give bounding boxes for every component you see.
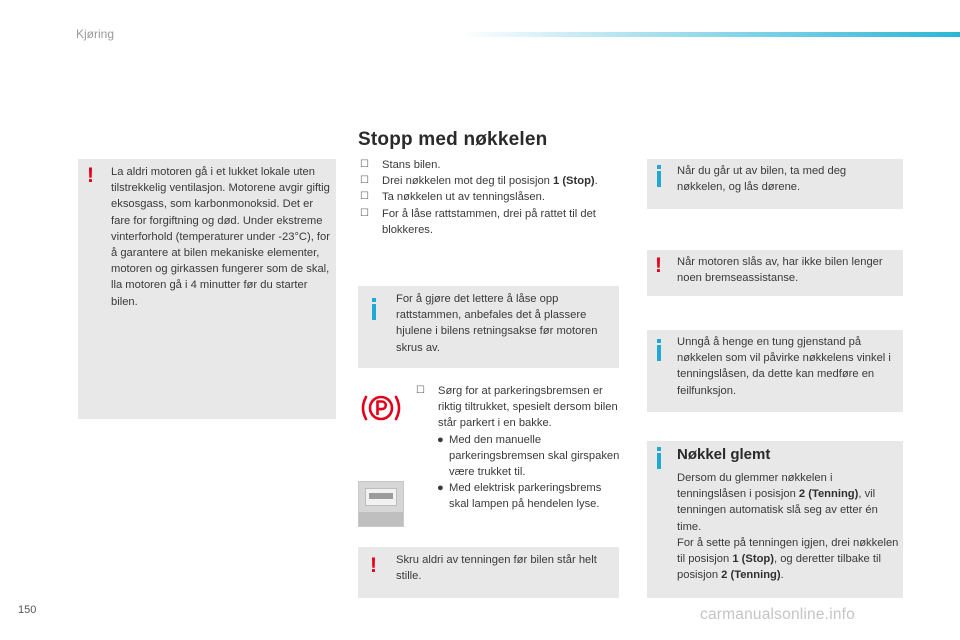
warning-icon: ! [370,554,377,577]
info-box-heavy [647,330,903,412]
warning-ignition-text: Skru aldri av tenningen før bilen står helt stille. [396,554,597,583]
parking-item: ● Med den manuelle parkeringsbremsen skal girspaken være trukket til. [437,433,620,479]
info-icon [657,171,661,187]
watermark: carmanualsonline.info [700,606,855,623]
step-text: Stans bilen. [382,159,441,171]
electric-parking-brake-image [358,481,404,527]
page-number: 150 [18,604,37,616]
step-text: Ta nøkkelen ut av tenningslåsen. [382,191,545,204]
parking-brake-icon [359,392,403,424]
info-box-forgot-key [647,441,903,598]
section-label: Kjøring [76,27,115,41]
info-leave-text: Når du går ut av bilen, ta med deg nøkkelen, og lås dørene. [677,165,847,194]
step-text: For å låse rattstammen, drei på rattet til det blokkeres. [382,207,596,236]
info-heavy-text: Unngå å henge en tung gjenstand på nøkkelen som vil påvirke nøkkelens vinkel i tenningslåsen, da dette kan medføre en feilfunksjon. [677,336,891,397]
info-icon [372,304,376,320]
warning-engine-text: La aldri motoren gå i et lukket lokale uten tilstrekkelig ventilasjon. Motorene avgir giftig eksosgass, som karbonmonoksid. Det er fare for forgiftning og død. Under ekstreme vinterforhold (temperaturer under -23°C), for å garantere at bilen mekaniske elementer, motoren og girkassen fungerer som de skal, lla motoren gå i 4 minutter før du starter bilen. [111,166,330,308]
step-highlight: 1 (Stop) [553,175,595,188]
parking-intro: ☐ Sørg for at parkeringsbremsen er riktig tiltrukket, spesielt dersom bilen står parkert i en bakke. [416,385,618,430]
step-item [358,157,624,173]
checkbox-icon: ☐ [416,385,425,396]
forgot-key-body [677,470,901,583]
forgot-key-paragraph: Dersom du glemmer nøkkelen i tenningslåsen i posisjon 2 (Tenning), vil tenningen automatisk slå seg av etter én time. [677,472,878,533]
parking-section [414,383,624,513]
info-icon [657,345,661,361]
warning-box-brake [647,250,903,296]
warning-box-ignition [358,547,619,598]
forgot-key-title: Nøkkel glemt [677,446,771,463]
checkbox-icon: ☐ [360,191,369,203]
info-icon [657,453,661,469]
warning-icon: ! [655,254,662,277]
warning-icon: ! [87,164,94,187]
page-title: Stopp med nøkkelen [358,129,548,150]
forgot-key-paragraph: For å sette på tenningen igjen, drei nøkkelen til posisjon 1 (Stop), og deretter tilbake til posisjon 2 (Tenning). [677,536,899,582]
step-item [358,189,624,205]
warning-box-engine [78,159,336,419]
checkbox-icon: ☐ [360,175,369,187]
parking-item: ● Med elektrisk parkeringsbrems skal lampen på hendelen lyse. [437,482,602,511]
info-box-wheels [358,286,619,368]
step-text: Drei nøkkelen mot deg til posisjon [382,175,553,188]
steps-list [358,157,624,238]
info-wheels-text: For å gjøre det lettere å låse opp rattstammen, anbefales det å plassere hjulene i bilens retningsakse før motoren skrus av. [396,293,598,354]
warning-brake-text: Når motoren slås av, har ikke bilen lenger noen bremseassistanse. [677,256,883,285]
step-item [358,173,624,189]
info-box-leave [647,159,903,209]
checkbox-icon: ☐ [360,207,369,219]
step-item [358,206,624,238]
checkbox-icon: ☐ [360,159,369,170]
step-text: . [594,175,598,188]
header-accent-bar [460,32,960,37]
